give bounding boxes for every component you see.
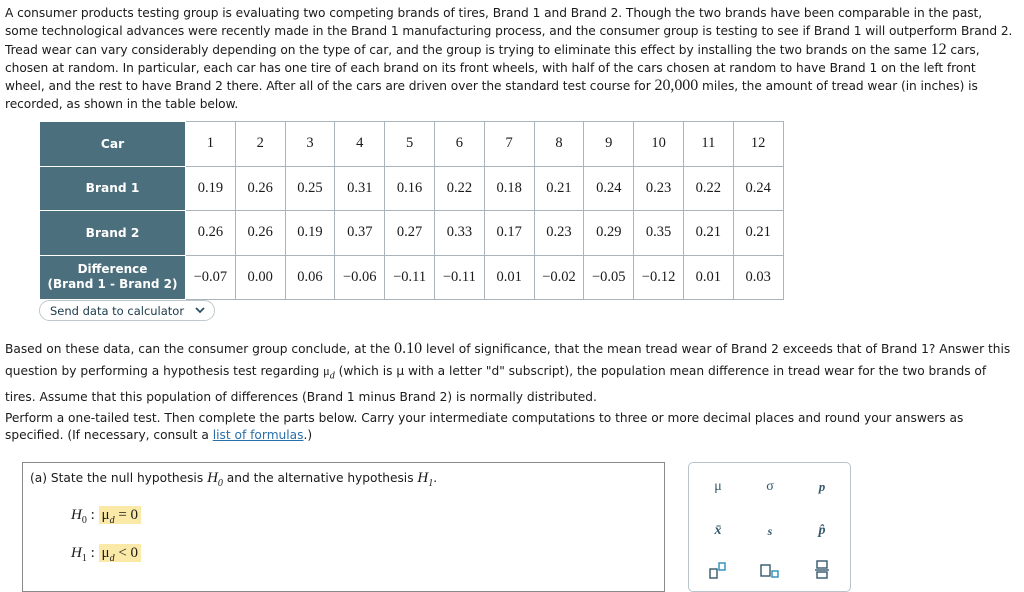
h0-relation: = 0 xyxy=(118,507,139,523)
list-of-formulas-link[interactable]: list of formulas xyxy=(212,427,304,442)
difference-value: −0.05 xyxy=(584,255,634,300)
null-hypothesis-answer[interactable]: $\mu_d = 0$ xyxy=(99,506,142,524)
car-number: 3 xyxy=(285,122,335,167)
instructions-text: Perform a one-tailed test. Then complete the parts below. Carry your intermediate computations to three or more decimal places and round your answers as specified. (If necessary, consult a xyxy=(5,411,964,442)
brand1-row xyxy=(40,166,783,211)
brand2-value: 0.21 xyxy=(683,211,733,256)
brand2-value: 0.35 xyxy=(634,211,684,256)
brand1-value: 0.26 xyxy=(235,166,285,211)
difference-value: −0.11 xyxy=(385,255,435,300)
brand1-value: 0.23 xyxy=(634,166,684,211)
h1-symbol: $H_1$ xyxy=(417,470,434,489)
brand2-value: 0.33 xyxy=(434,211,484,256)
brand2-value: 0.29 xyxy=(584,211,634,256)
difference-value: 0.03 xyxy=(733,255,783,300)
brand1-value: 0.21 xyxy=(534,166,584,211)
instructions-end: .) xyxy=(303,427,313,442)
car-row xyxy=(40,122,783,167)
brand1-value: 0.16 xyxy=(385,166,435,211)
difference-value: 0.01 xyxy=(484,255,534,300)
subscript-icon xyxy=(706,559,730,579)
send-data-to-calculator-button[interactable] xyxy=(39,300,215,321)
instructions xyxy=(5,410,1017,443)
row-label-car: Car xyxy=(40,122,186,167)
brand2-value: 0.26 xyxy=(186,211,236,256)
car-number: 6 xyxy=(434,122,484,167)
car-number: 1 xyxy=(186,122,236,167)
sigma-button[interactable]: σ xyxy=(766,479,774,494)
tread-wear-table xyxy=(40,121,784,300)
brand1-value: 0.24 xyxy=(584,166,634,211)
car-number: 8 xyxy=(534,122,584,167)
brand2-value: 0.26 xyxy=(235,211,285,256)
subscript-template-button[interactable] xyxy=(703,559,733,583)
intro-text-2: cars, chosen at random. In particular, each car has one tire of each brand on its front wheels, with half of the cars chosen at random to have Brand 1 on the left front wheel, and the rest to have Brand 2 there. After all of the cars are driven over the standard test course for xyxy=(5,42,980,94)
p-button[interactable]: p xyxy=(818,479,826,494)
alternative-hypothesis-answer[interactable]: $\mu_d < 0$ xyxy=(99,544,142,562)
difference-value: −0.06 xyxy=(335,255,385,300)
difference-value: −0.02 xyxy=(534,255,584,300)
row-label-brand2: Brand 2 xyxy=(40,211,186,256)
difference-value: −0.11 xyxy=(434,255,484,300)
brand1-value: 0.22 xyxy=(434,166,484,211)
brand2-value: 0.27 xyxy=(385,211,435,256)
question-text-2: level of significance, that the mean tread wear of Brand 2 exceeds that of Brand 1? Answer this question by performing a hypothesis test regarding xyxy=(5,342,1011,378)
brand1-value: 0.24 xyxy=(733,166,783,211)
row-label-difference xyxy=(40,255,186,300)
brand1-value: 0.22 xyxy=(683,166,733,211)
difference-value: 0.00 xyxy=(235,255,285,300)
brand2-value: 0.21 xyxy=(733,211,783,256)
difference-value: 0.06 xyxy=(285,255,335,300)
car-number: 7 xyxy=(484,122,534,167)
brand1-value: 0.31 xyxy=(335,166,385,211)
car-number: 11 xyxy=(683,122,733,167)
brand2-row xyxy=(40,211,783,256)
brand1-value: 0.25 xyxy=(285,166,335,211)
brand2-value: 0.37 xyxy=(335,211,385,256)
difference-value: 0.01 xyxy=(683,255,733,300)
intro-text-3: miles, the amount of tread wear (in inches) is recorded, as shown in the table below. xyxy=(5,79,978,112)
car-number: 10 xyxy=(634,122,684,167)
problem-intro xyxy=(5,4,1017,114)
difference-value: −0.07 xyxy=(186,255,236,300)
superscript-icon xyxy=(758,559,782,579)
brand2-value: 0.19 xyxy=(285,211,335,256)
fraction-template-button[interactable] xyxy=(807,559,837,583)
mu-button[interactable]: μ xyxy=(714,479,722,494)
p-hat-button[interactable]: p̂ xyxy=(818,523,826,538)
fraction-icon xyxy=(810,559,834,579)
intro-text-1: A consumer products testing group is evaluating two competing brands of tires, Brand 1 and Brand 2. Though the two brands have been comparable in the past, some technological advances were recently made in the Brand 1 manufacturing process, and the consumer group is testing to see if Brand 1 will outperform Brand 2. Tread wear can vary considerably depending on the type of car, and the group is trying to eliminate this effect by installing the two brands on the same xyxy=(5,6,1013,57)
mu-d-symbol: $\mu_d$ xyxy=(323,363,335,382)
null-hypothesis: $H_0$ : $\mu_d = 0$ xyxy=(71,507,141,526)
significance-level: 0.10 xyxy=(394,340,423,357)
difference-value: −0.12 xyxy=(634,255,684,300)
question-text-1: Based on these data, can the consumer group conclude, at the xyxy=(5,342,391,356)
brand1-value: 0.18 xyxy=(484,166,534,211)
brand1-value: 0.19 xyxy=(186,166,236,211)
brand2-value: 0.23 xyxy=(534,211,584,256)
part-a-label: (a) State the null hypothesis xyxy=(30,471,204,485)
car-number: 2 xyxy=(235,122,285,167)
car-number: 5 xyxy=(385,122,435,167)
row-label-brand1: Brand 1 xyxy=(40,166,186,211)
part-a-box xyxy=(22,462,665,592)
brand2-value: 0.17 xyxy=(484,211,534,256)
number-of-cars: 12 xyxy=(930,40,947,58)
miles-value: 20,000 xyxy=(654,77,699,95)
h1-relation: < 0 xyxy=(118,545,139,561)
difference-sublabel: (Brand 1 - Brand 2) xyxy=(47,277,178,292)
part-a-prompt: (a) State the null hypothesis $H_0$ and the alternative hypothesis $H_1$. xyxy=(30,470,438,489)
chevron-down-icon xyxy=(195,305,205,315)
h0-symbol: $H_0$ xyxy=(207,470,223,489)
difference-label: Difference xyxy=(77,262,148,277)
question-text-3: (which is μ with a letter "d" subscript), the population mean difference in tread wear for the two brands of tires. Assume that this population of differences (Brand 1 minus Brand 2) is normally distributed. xyxy=(5,363,987,404)
question-text xyxy=(5,338,1017,408)
symbol-palette xyxy=(688,462,851,592)
x-bar-button[interactable]: x̄ xyxy=(714,523,722,538)
car-number: 9 xyxy=(584,122,634,167)
car-number: 4 xyxy=(335,122,385,167)
superscript-template-button[interactable] xyxy=(755,559,785,583)
part-a-and: and the alternative hypothesis xyxy=(226,471,414,485)
difference-row xyxy=(40,255,783,300)
s-button[interactable]: s xyxy=(767,524,773,538)
send-data-label: Send data to calculator xyxy=(50,303,185,318)
alternative-hypothesis: $H_1$ : $\mu_d < 0$ xyxy=(71,545,141,564)
car-number: 12 xyxy=(733,122,783,167)
